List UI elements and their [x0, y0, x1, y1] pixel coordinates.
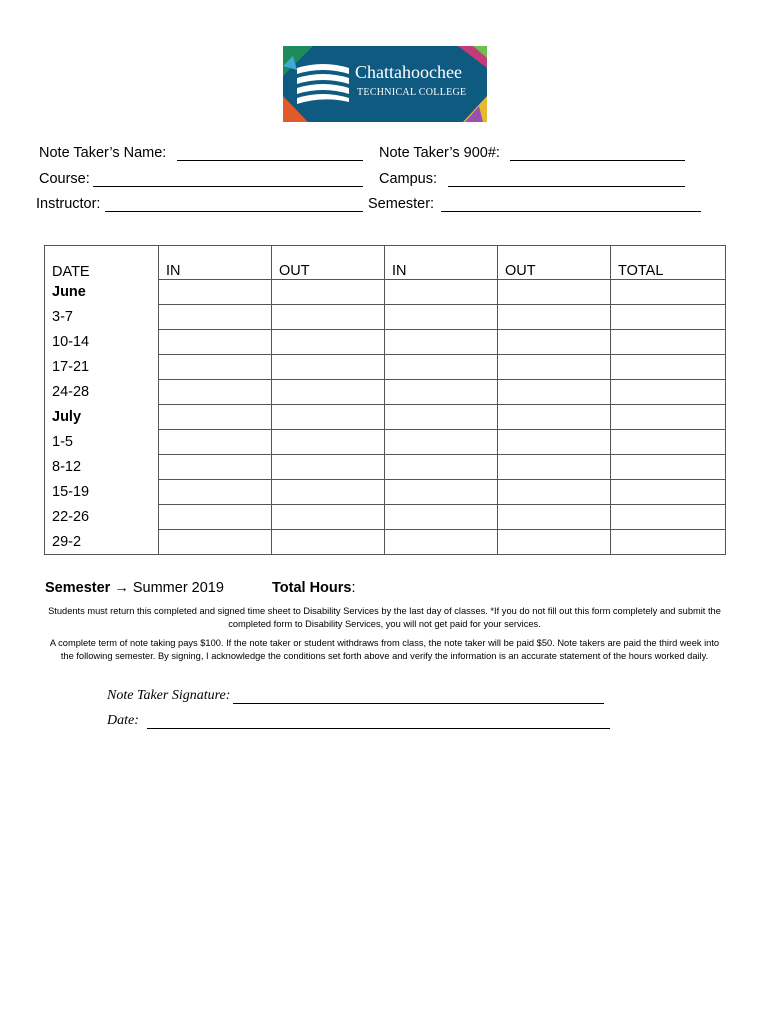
out-1-cell[interactable] [272, 505, 385, 530]
in-2-cell[interactable] [385, 355, 498, 380]
table-header-row [45, 246, 726, 280]
campus-label: Campus: [379, 171, 438, 187]
date-cell: 24-28 [45, 380, 159, 405]
course-label: Course: [39, 171, 90, 187]
semester-label: Semester: [368, 196, 435, 212]
out-2-cell[interactable] [498, 430, 611, 455]
header-in-1: IN [159, 246, 272, 280]
table-row [45, 355, 726, 380]
total-cell[interactable] [611, 355, 726, 380]
total-cell[interactable] [611, 305, 726, 330]
in-1-cell[interactable] [159, 530, 272, 555]
date-cell: 29-2 [45, 530, 159, 555]
table-row [45, 330, 726, 355]
instructor-label: Instructor: [36, 196, 101, 212]
in-1-cell[interactable] [159, 280, 272, 305]
in-1-cell[interactable] [159, 505, 272, 530]
header-total: TOTAL [611, 246, 726, 280]
out-1-cell[interactable] [272, 430, 385, 455]
total-cell[interactable] [611, 405, 726, 430]
in-2-cell[interactable] [385, 455, 498, 480]
out-2-cell[interactable] [498, 305, 611, 330]
table-row [45, 480, 726, 505]
out-2-cell[interactable] [498, 380, 611, 405]
table-row [45, 280, 726, 305]
in-2-cell[interactable] [385, 505, 498, 530]
out-2-cell[interactable] [498, 280, 611, 305]
logo-name: Chattahoochee [355, 62, 462, 82]
total-cell[interactable] [611, 505, 726, 530]
table-row [45, 530, 726, 555]
date-cell: 17-21 [45, 355, 159, 380]
note-taker-name-label: Note Taker’s Name: [39, 145, 167, 161]
header-out-1: OUT [272, 246, 385, 280]
out-1-cell[interactable] [272, 405, 385, 430]
out-1-cell[interactable] [272, 280, 385, 305]
out-1-cell[interactable] [272, 455, 385, 480]
semester-summary-label: Semester [45, 580, 111, 596]
total-cell[interactable] [611, 430, 726, 455]
out-2-cell[interactable] [498, 505, 611, 530]
in-1-cell[interactable] [159, 430, 272, 455]
note-taker-name-line[interactable] [177, 160, 363, 161]
total-cell[interactable] [611, 380, 726, 405]
date-cell: June [45, 280, 159, 305]
in-1-cell[interactable] [159, 455, 272, 480]
semester-line[interactable] [441, 211, 701, 212]
date-cell: 8-12 [45, 455, 159, 480]
in-2-cell[interactable] [385, 480, 498, 505]
return-instructions: Students must return this completed and signed time sheet to Disability Services by the last day of classes. *If you do not fill out this form completely and submit the completed form to Disability Services, you will not get paid for your services. [48, 606, 721, 629]
header-out-2: OUT [498, 246, 611, 280]
instructor-line[interactable] [105, 211, 363, 212]
in-1-cell[interactable] [159, 305, 272, 330]
table-row [45, 405, 726, 430]
total-cell[interactable] [611, 480, 726, 505]
logo-graphic [283, 46, 487, 122]
table-row [45, 380, 726, 405]
header-date: DATE [45, 246, 159, 280]
semester-summary-value: Summer 2019 [132, 580, 224, 596]
in-2-cell[interactable] [385, 380, 498, 405]
out-1-cell[interactable] [272, 530, 385, 555]
signature-label: Note Taker Signature: [107, 688, 231, 703]
total-cell[interactable] [611, 455, 726, 480]
total-hours-label: Total Hours [272, 580, 352, 596]
in-1-cell[interactable] [159, 405, 272, 430]
out-1-cell[interactable] [272, 330, 385, 355]
header-in-2: IN [385, 246, 498, 280]
date-cell: 15-19 [45, 480, 159, 505]
in-2-cell[interactable] [385, 430, 498, 455]
in-2-cell[interactable] [385, 330, 498, 355]
in-1-cell[interactable] [159, 480, 272, 505]
logo-subtitle: TECHNICAL COLLEGE [357, 87, 467, 98]
out-2-cell[interactable] [498, 455, 611, 480]
college-logo [283, 46, 487, 122]
out-2-cell[interactable] [498, 480, 611, 505]
table-row [45, 305, 726, 330]
note-taker-900-line[interactable] [510, 160, 685, 161]
out-2-cell[interactable] [498, 355, 611, 380]
date-line[interactable] [147, 728, 610, 729]
signature-line[interactable] [233, 703, 604, 704]
in-1-cell[interactable] [159, 355, 272, 380]
timesheet-table [44, 245, 726, 555]
total-hours [272, 580, 356, 596]
out-1-cell[interactable] [272, 380, 385, 405]
out-2-cell[interactable] [498, 330, 611, 355]
in-2-cell[interactable] [385, 280, 498, 305]
total-hours-colon: : [351, 580, 356, 596]
total-cell[interactable] [611, 330, 726, 355]
out-1-cell[interactable] [272, 305, 385, 330]
payment-terms: A complete term of note taking pays $100. If the note taker or student withdraws from class, the note taker will be paid $50. Note takers are paid the third week into the following semester. By signing, I acknowledge the conditions set forth above and verify the information is an accurate statement of the hours worked daily. [49, 638, 720, 661]
in-2-cell[interactable] [385, 530, 498, 555]
out-2-cell[interactable] [498, 530, 611, 555]
out-1-cell[interactable] [272, 355, 385, 380]
in-1-cell[interactable] [159, 330, 272, 355]
date-cell: July [45, 405, 159, 430]
campus-line[interactable] [448, 186, 685, 187]
date-cell: 1-5 [45, 430, 159, 455]
out-1-cell[interactable] [272, 480, 385, 505]
date-cell: 3-7 [45, 305, 159, 330]
date-label: Date: [107, 713, 139, 728]
table-row [45, 505, 726, 530]
table-row [45, 430, 726, 455]
table-row [45, 455, 726, 480]
date-cell: 10-14 [45, 330, 159, 355]
in-2-cell[interactable] [385, 305, 498, 330]
course-line[interactable] [93, 186, 363, 187]
out-2-cell[interactable] [498, 405, 611, 430]
total-cell[interactable] [611, 280, 726, 305]
in-1-cell[interactable] [159, 380, 272, 405]
semester-summary [45, 580, 224, 596]
in-2-cell[interactable] [385, 405, 498, 430]
total-cell[interactable] [611, 530, 726, 555]
note-taker-900-label: Note Taker’s 900#: [379, 145, 500, 161]
arrow-icon: → [114, 580, 129, 596]
date-cell: 22-26 [45, 505, 159, 530]
